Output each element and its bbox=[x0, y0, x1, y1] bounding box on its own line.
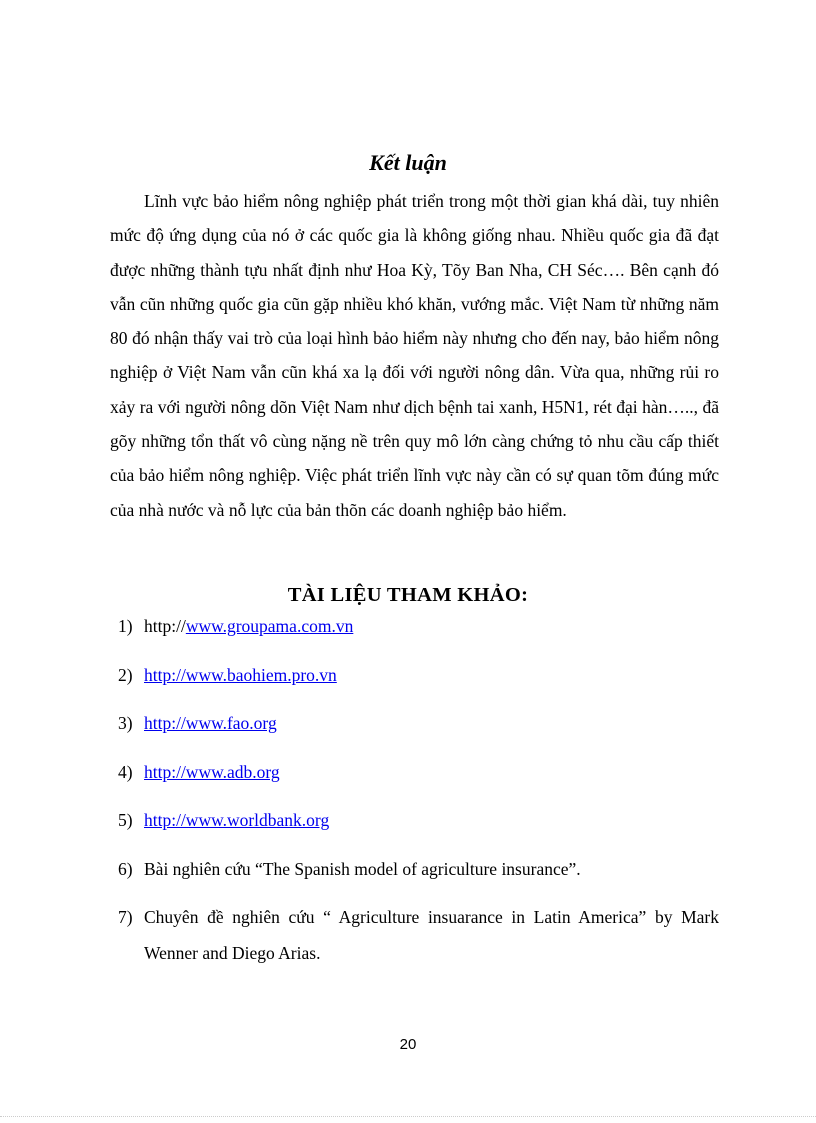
reference-item-6 bbox=[118, 857, 719, 882]
reference-prefix: http:// bbox=[144, 616, 186, 636]
reference-number: 1) bbox=[118, 616, 133, 636]
reference-link[interactable]: http://www.baohiem.pro.vn bbox=[144, 664, 337, 685]
reference-number: 4) bbox=[118, 761, 133, 782]
reference-item-4 bbox=[118, 760, 719, 785]
reference-number: 6) bbox=[118, 858, 133, 879]
reference-link[interactable]: http://www.fao.org bbox=[144, 713, 277, 733]
references-list bbox=[118, 614, 719, 995]
reference-item-7 bbox=[118, 899, 719, 971]
reference-number: 3) bbox=[118, 713, 133, 733]
reference-number: 2) bbox=[118, 664, 133, 685]
page-bottom-border bbox=[0, 1116, 816, 1117]
section-title: Kết luận bbox=[369, 150, 447, 175]
references-heading: TÀI LIỆU THAM KHẢO: bbox=[287, 584, 529, 606]
reference-link[interactable]: www.groupama.com.vn bbox=[185, 616, 354, 636]
reference-item-1 bbox=[118, 614, 719, 639]
reference-item-2 bbox=[118, 663, 719, 688]
page-number: 20 bbox=[399, 1036, 417, 1053]
reference-text: Bài nghiên cứu “The Spanish model of agriculture insurance”. bbox=[144, 858, 581, 879]
conclusion-paragraph: Lĩnh vực bảo hiểm nông nghiệp phát triển trong một thời gian khá dài, tuy nhiên mức độ ứng dụng của nó ở các quốc gia là không giống nhau. Nhiều quốc gia đã đạt được những thành tựu nhất định như Hoa Kỳ, Tõy Ban Nha, CH Séc…. Bên cạnh đó vẫn cũn những quốc gia cũn gặp nhiều khó khăn, vướng mắc. Việt Nam từ những năm 80 đó nhận thấy vai trò của loại hình bảo hiểm này nhưng cho đến nay, bảo hiểm nông nghiệp ở Việt Nam vẫn cũn khá xa lạ đối với người nông dân. Vừa qua, những rủi ro xảy ra với người nông dõn Việt Nam như dịch bệnh tai xanh, H5N1, rét đại hàn….., đã gõy những tổn thất vô cùng nặng nề trên quy mô lớn càng chứng tỏ nhu cầu cấp thiết của bảo hiểm nông nghiệp. Việc phát triển lĩnh vực này cần có sự quan tõm đúng mức của nhà nước và nỗ lực của bản thõn các doanh nghiệp bảo hiểm. bbox=[110, 191, 719, 520]
reference-number: 7) bbox=[118, 907, 133, 927]
reference-item-3 bbox=[118, 711, 719, 736]
reference-link[interactable]: http://www.adb.org bbox=[144, 761, 280, 782]
reference-item-5 bbox=[118, 808, 719, 833]
reference-link[interactable]: http://www.worldbank.org bbox=[144, 810, 330, 830]
reference-number: 5) bbox=[118, 810, 133, 830]
reference-text: Chuyên đề nghiên cứu “ Agriculture insuarance in Latin America” by Mark Wenner and Diego Arias. bbox=[144, 907, 719, 963]
